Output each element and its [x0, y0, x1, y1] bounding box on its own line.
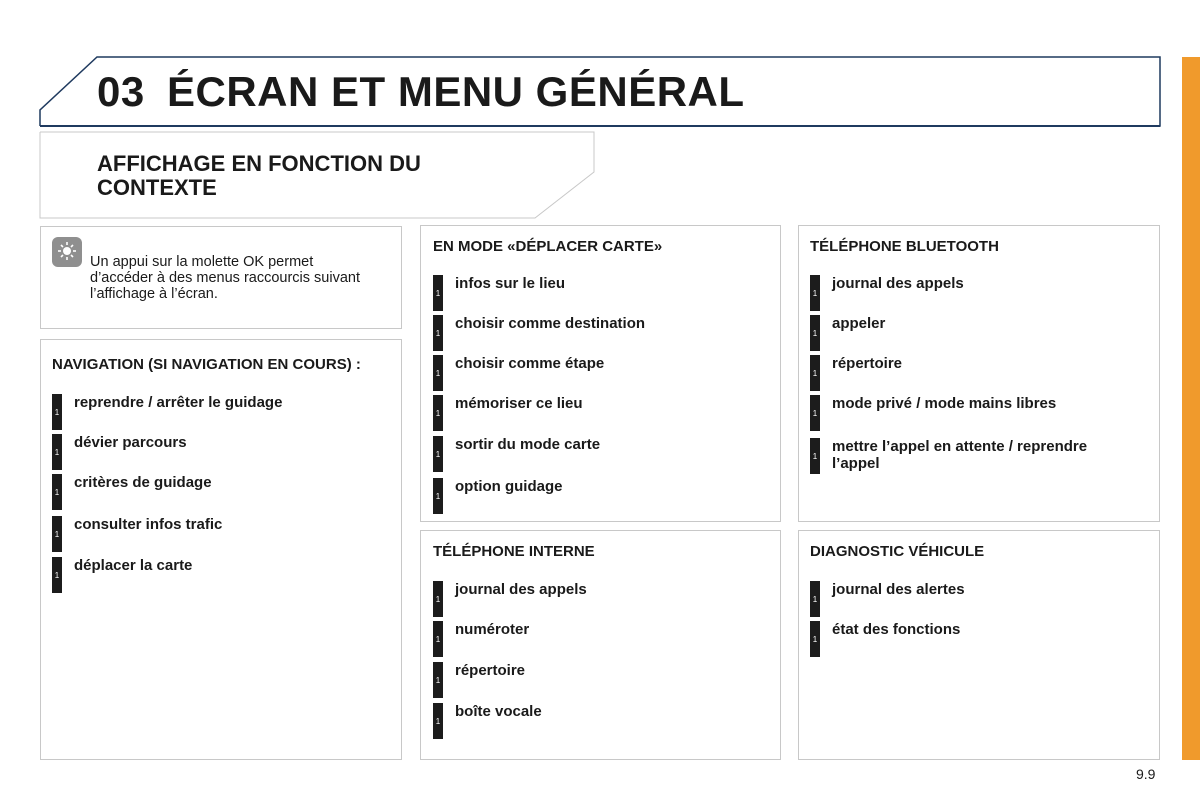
lightbulb-icon [52, 237, 82, 267]
button-badge: 1 [433, 581, 443, 617]
button-badge: 1 [433, 621, 443, 657]
button-badge: 1 [52, 557, 62, 593]
chapter-number: 03 [97, 68, 145, 115]
button-badge: 1 [810, 581, 820, 617]
panel-navigation [40, 339, 402, 760]
button-badge: 1 [52, 434, 62, 470]
item-label: journal des appels [832, 275, 964, 292]
tip-text: Un appui sur la molette OK permet d’accéder à des menus raccourcis suivant l’affichage à l’écran. [90, 254, 360, 302]
item-label: journal des alertes [832, 581, 965, 598]
item-label: déplacer la carte [74, 557, 193, 574]
chapter-title: ÉCRAN ET MENU GÉNÉRAL [167, 68, 745, 115]
button-badge: 1 [810, 315, 820, 351]
button-badge: 1 [810, 355, 820, 391]
item-label: mettre l’appel en attente / reprendre l’appel [832, 438, 1088, 472]
item-label: choisir comme étape [455, 355, 605, 372]
item-label: mémoriser ce lieu [455, 395, 583, 412]
item-label: répertoire [832, 355, 903, 372]
item-label: critères de guidage [74, 474, 212, 491]
item-label: option guidage [455, 478, 563, 495]
button-badge: 1 [810, 275, 820, 311]
item-label: reprendre / arrêter le guidage [74, 394, 283, 411]
item-label: mode privé / mode mains libres [832, 395, 1057, 412]
button-badge: 1 [810, 438, 820, 474]
panel-title: EN MODE «DÉPLACER CARTE» [433, 238, 663, 255]
item-label: numéroter [455, 621, 530, 638]
panel-title: NAVIGATION (SI NAVIGATION EN COURS) : [52, 356, 361, 373]
button-badge: 1 [52, 474, 62, 510]
button-badge: 1 [433, 355, 443, 391]
panel-diagnostic [798, 530, 1160, 760]
button-badge: 1 [433, 436, 443, 472]
button-badge: 1 [433, 662, 443, 698]
item-label: dévier parcours [74, 434, 187, 451]
item-label: appeler [832, 315, 886, 332]
button-badge: 1 [433, 478, 443, 514]
panel-title: DIAGNOSTIC VÉHICULE [810, 543, 985, 560]
panel-title: TÉLÉPHONE INTERNE [433, 543, 595, 560]
panel-bluetooth-phone [798, 225, 1160, 522]
button-badge: 1 [433, 275, 443, 311]
item-label: état des fonctions [832, 621, 961, 638]
item-label: consulter infos trafic [74, 516, 223, 533]
button-badge: 1 [52, 394, 62, 430]
page-number: 9.9 [1136, 766, 1156, 782]
button-badge: 1 [433, 315, 443, 351]
chapter-tab [1182, 57, 1200, 760]
section-title: AFFICHAGE EN FONCTION DU CONTEXTE [97, 151, 421, 200]
button-badge: 1 [433, 703, 443, 739]
button-badge: 1 [433, 395, 443, 431]
item-label: infos sur le lieu [455, 275, 566, 292]
button-badge: 1 [52, 516, 62, 552]
item-label: sortir du mode carte [455, 436, 601, 453]
panel-internal-phone [420, 530, 781, 760]
panel-map-mode [420, 225, 781, 522]
panel-title: TÉLÉPHONE BLUETOOTH [810, 238, 999, 255]
item-label: répertoire [455, 662, 526, 679]
item-label: journal des appels [455, 581, 587, 598]
item-label: choisir comme destination [455, 315, 646, 332]
button-badge: 1 [810, 621, 820, 657]
button-badge: 1 [810, 395, 820, 431]
item-label: boîte vocale [455, 703, 542, 720]
